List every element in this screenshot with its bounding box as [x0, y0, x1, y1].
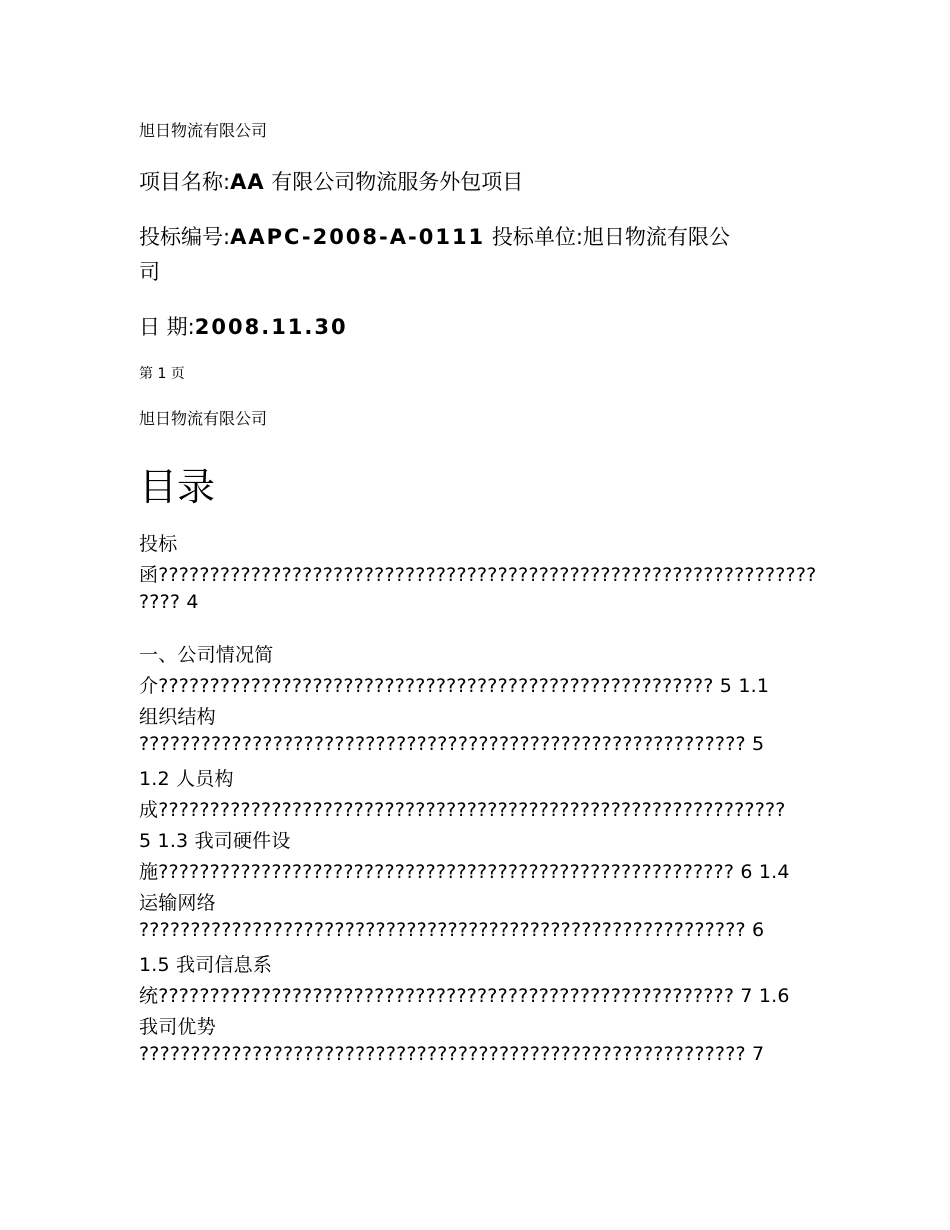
- project-name-label: 项目名称:: [139, 170, 231, 194]
- toc-title: 目录: [139, 465, 216, 509]
- company-header: 旭日物流有限公司: [139, 121, 268, 140]
- date-label: 日 期:: [139, 315, 195, 339]
- toc-line: 组织结构: [139, 706, 216, 728]
- date-line: [139, 311, 348, 341]
- date-value: 2008.11.30: [194, 315, 348, 339]
- toc-line: 我司优势: [139, 1016, 216, 1038]
- toc-line: 5 1.3 我司硬件设: [139, 830, 291, 852]
- toc-line: ??????????????????????????????????????????????????????????? 6: [139, 919, 765, 941]
- bid-number-line: [139, 221, 730, 251]
- bidder-wrap: 司: [139, 260, 160, 284]
- project-name-line: [139, 166, 523, 196]
- bid-number-value: AAPC-2008-A-0111: [230, 225, 486, 249]
- toc-line: ??????????????????????????????????????????????????????????? 5: [139, 733, 765, 755]
- bidder-label: 投标单位:旭日物流有限公: [485, 225, 730, 249]
- toc-line: 运输网络: [139, 892, 216, 914]
- toc-line: 函????????????????????????????????????????????????????????????????: [139, 564, 817, 586]
- toc-line: 1.5 我司信息系: [139, 954, 273, 976]
- toc-line: 1.2 人员构: [139, 768, 234, 790]
- project-name-value: 有限公司物流服务外包项目: [264, 170, 524, 194]
- toc-line: 一、公司情况简: [139, 644, 274, 666]
- toc-line: 投标: [139, 533, 178, 555]
- toc-line: 统???????????????????????????????????????????????????????? 7 1.6: [139, 985, 790, 1007]
- toc-line: 成?????????????????????????????????????????????????????????????: [139, 799, 786, 821]
- company-header-2: 旭日物流有限公司: [139, 409, 268, 428]
- bid-number-label: 投标编号:: [139, 225, 231, 249]
- project-name-prefix: AA: [230, 170, 265, 194]
- toc-line: ???? 4: [139, 591, 199, 613]
- toc-line: 施???????????????????????????????????????????????????????? 6 1.4: [139, 861, 790, 883]
- toc-line: ??????????????????????????????????????????????????????????? 7: [139, 1043, 765, 1065]
- toc-line: 介?????????????????????????????????????????????????????? 5 1.1: [139, 675, 770, 697]
- page-number: 第 1 页: [139, 366, 185, 382]
